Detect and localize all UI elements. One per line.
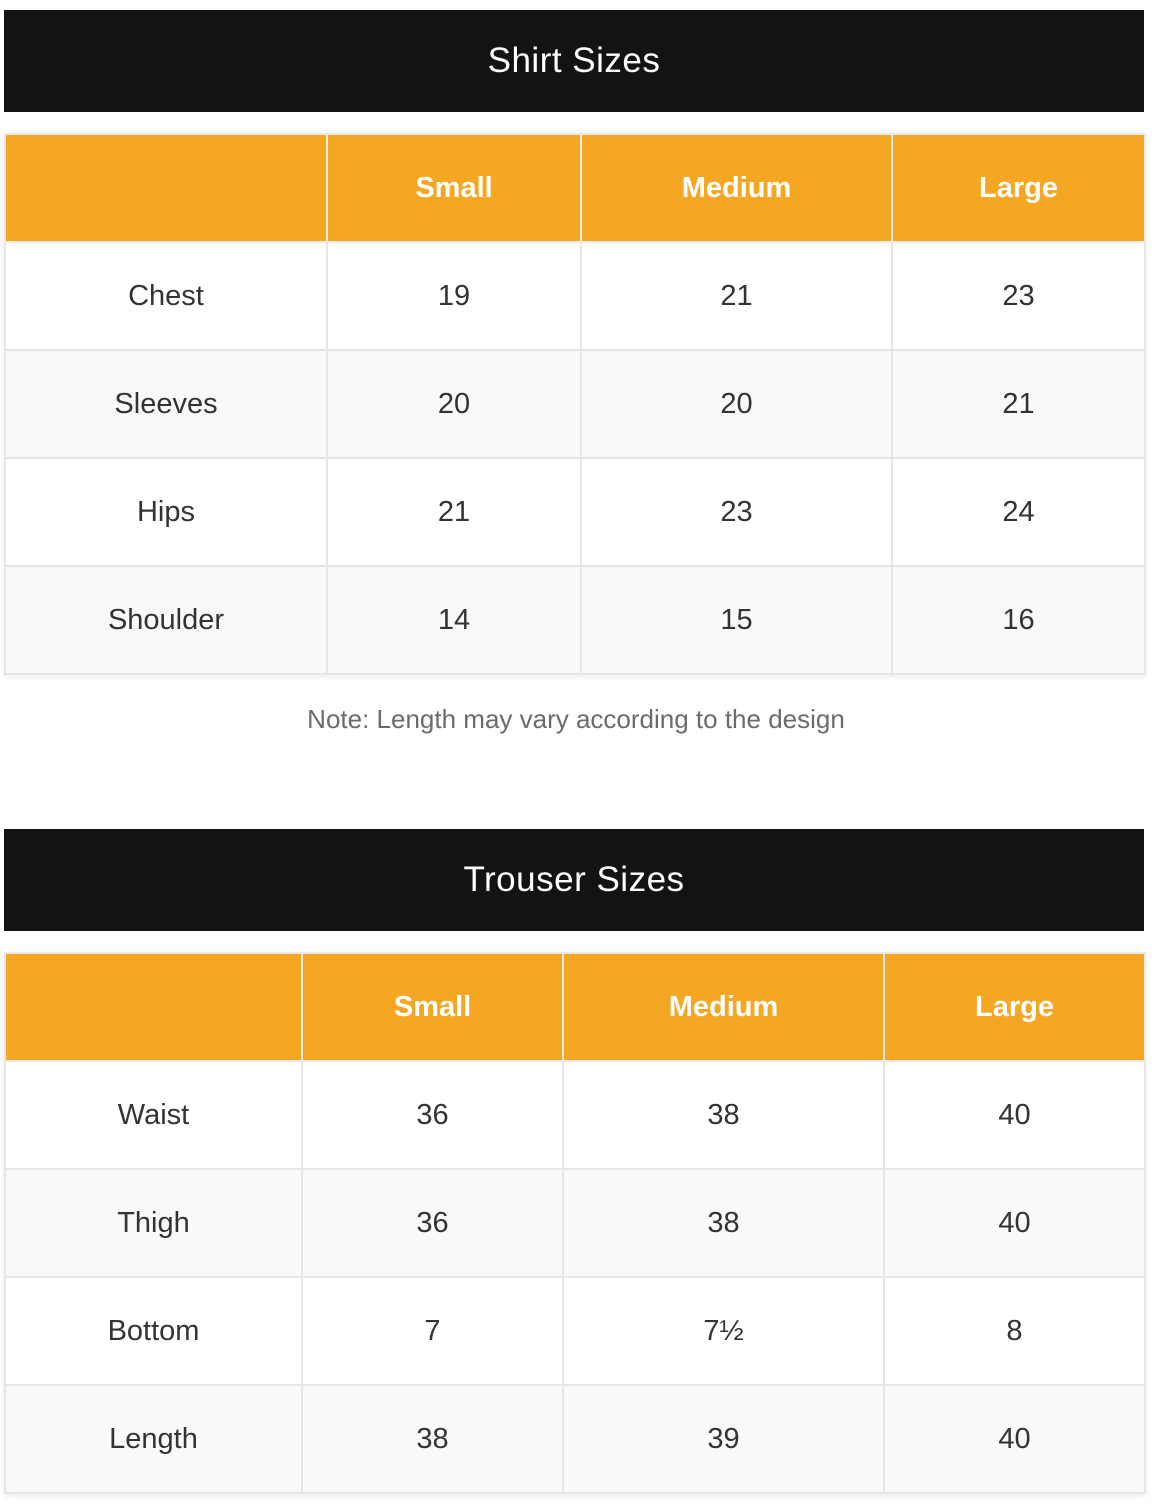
- cell-medium: 15: [581, 566, 892, 674]
- cell-large: 21: [892, 350, 1145, 458]
- cell-large: 40: [884, 1169, 1145, 1277]
- row-label: Shoulder: [5, 566, 327, 674]
- row-label: Waist: [5, 1061, 302, 1169]
- table-header-row: [5, 953, 1145, 1061]
- table-row: [5, 1385, 1145, 1493]
- row-label: Chest: [5, 242, 327, 350]
- header-large: Large: [884, 953, 1145, 1061]
- cell-large: 23: [892, 242, 1145, 350]
- cell-medium: 38: [563, 1061, 884, 1169]
- row-label: Bottom: [5, 1277, 302, 1385]
- cell-small: 38: [302, 1385, 563, 1493]
- table-row: [5, 350, 1145, 458]
- cell-large: 40: [884, 1061, 1145, 1169]
- table-header-row: [5, 134, 1145, 242]
- header-small: Small: [327, 134, 581, 242]
- length-note: Note: Length may vary according to the design: [307, 704, 845, 734]
- shirt-size-table: [4, 133, 1146, 675]
- row-label: Sleeves: [5, 350, 327, 458]
- table-row: [5, 566, 1145, 674]
- trouser-size-table: [4, 952, 1146, 1494]
- cell-large: 24: [892, 458, 1145, 566]
- cell-small: 7: [302, 1277, 563, 1385]
- table-row: [5, 1277, 1145, 1385]
- cell-small: 36: [302, 1169, 563, 1277]
- cell-medium: 7½: [563, 1277, 884, 1385]
- cell-small: 20: [327, 350, 581, 458]
- shirt-sizes-title: Shirt Sizes: [4, 10, 1144, 112]
- cell-medium: 38: [563, 1169, 884, 1277]
- trouser-sizes-title: Trouser Sizes: [4, 829, 1144, 931]
- row-label: Hips: [5, 458, 327, 566]
- table-row: [5, 1061, 1145, 1169]
- header-medium: Medium: [563, 953, 884, 1061]
- table-row: [5, 458, 1145, 566]
- row-label: Length: [5, 1385, 302, 1493]
- header-empty-cell: [5, 953, 302, 1061]
- cell-medium: 20: [581, 350, 892, 458]
- cell-large: 8: [884, 1277, 1145, 1385]
- cell-large: 40: [884, 1385, 1145, 1493]
- cell-small: 21: [327, 458, 581, 566]
- table-row: [5, 242, 1145, 350]
- row-label: Thigh: [5, 1169, 302, 1277]
- cell-small: 36: [302, 1061, 563, 1169]
- cell-medium: 23: [581, 458, 892, 566]
- cell-medium: 21: [581, 242, 892, 350]
- cell-medium: 39: [563, 1385, 884, 1493]
- cell-large: 16: [892, 566, 1145, 674]
- cell-small: 19: [327, 242, 581, 350]
- header-empty-cell: [5, 134, 327, 242]
- cell-small: 14: [327, 566, 581, 674]
- table-row: [5, 1169, 1145, 1277]
- header-small: Small: [302, 953, 563, 1061]
- header-medium: Medium: [581, 134, 892, 242]
- header-large: Large: [892, 134, 1145, 242]
